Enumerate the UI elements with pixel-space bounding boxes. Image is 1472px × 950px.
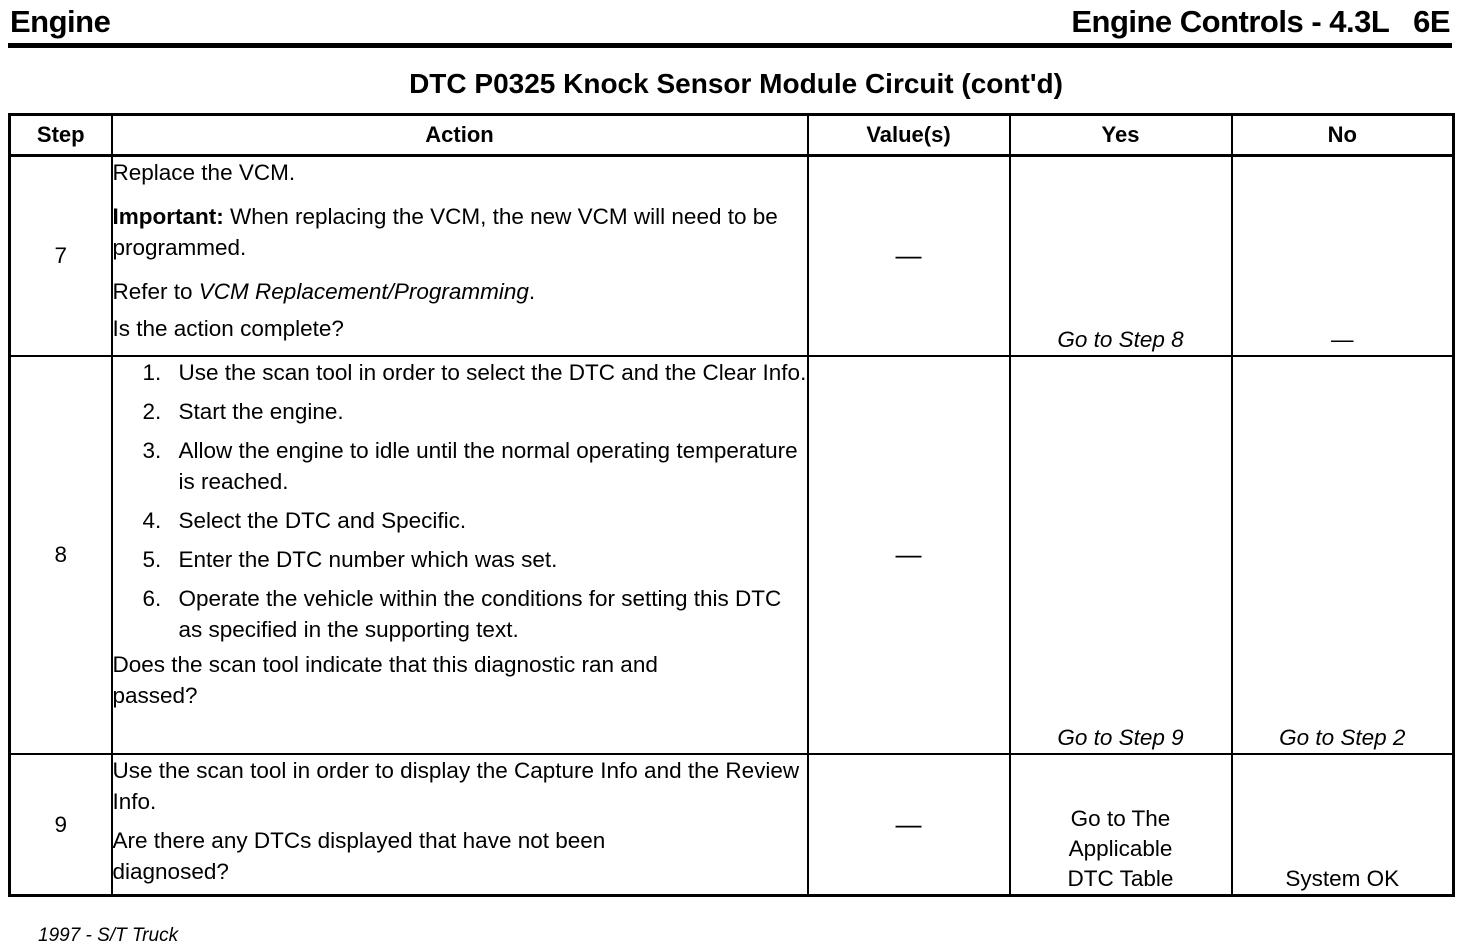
procedure-text: Operate the vehicle within the conditions for setting this DTC as specified in the supporting text. <box>178 585 782 642</box>
step-number: 7 <box>10 156 112 356</box>
value-cell: — <box>808 356 1010 754</box>
section-heading: Engine <box>10 4 111 39</box>
action-instruction: Use the scan tool in order to display the Capture Info and the Review Info. <box>112 757 800 814</box>
column-header-values: Value(s) <box>808 115 1010 156</box>
manual-heading: Engine Controls - 4.3L 6E <box>1071 4 1450 39</box>
table-row <box>10 156 1454 356</box>
table-row <box>10 754 1454 896</box>
important-label: Important: <box>112 204 224 229</box>
procedure-text: Use the scan tool in order to select the DTC and the Clear Info. <box>178 359 807 385</box>
action-instruction: Replace the VCM. <box>112 160 296 185</box>
column-header-yes: Yes <box>1010 115 1232 156</box>
procedure-item <box>143 583 807 645</box>
header-rule <box>8 43 1452 48</box>
value-cell: — <box>808 156 1010 356</box>
important-note <box>113 201 807 263</box>
reference-prefix: Refer to <box>112 279 199 304</box>
procedure-number: 6. <box>142 585 162 611</box>
column-header-action: Action <box>112 115 808 156</box>
diagnostic-table <box>8 113 1455 897</box>
column-header-no: No <box>1232 115 1454 156</box>
step-number: 8 <box>10 356 112 754</box>
procedure-text: Select the DTC and Specific. <box>178 507 467 533</box>
page-footer: 1997 - S/T Truck <box>38 925 179 946</box>
yes-cell[interactable]: Go to Step 8 <box>1010 156 1232 356</box>
value-cell: — <box>808 754 1010 896</box>
table-header-row <box>10 115 1454 156</box>
no-cell[interactable]: Go to Step 2 <box>1232 356 1454 754</box>
procedure-number: 5. <box>142 546 162 572</box>
procedure-item <box>143 505 807 536</box>
procedure-number: 1. <box>142 359 162 385</box>
yes-cell[interactable]: Go to Step 9 <box>1010 356 1232 754</box>
column-header-step: Step <box>10 115 112 156</box>
procedure-item <box>143 544 807 575</box>
procedure-item <box>143 435 807 497</box>
action-cell <box>112 156 808 356</box>
table-row <box>10 356 1454 754</box>
no-cell: System OK <box>1232 754 1454 896</box>
action-question: Does the scan tool indicate that this diagnostic ran and passed? <box>112 651 658 708</box>
reference-note <box>113 276 807 307</box>
action-cell <box>112 356 808 754</box>
yes-cell[interactable]: Go to The Applicable DTC Table <box>1010 754 1232 896</box>
page-title: DTC P0325 Knock Sensor Module Circuit (cont'd) <box>409 68 1063 99</box>
important-text: When replacing the VCM, the new VCM will need to be programmed. <box>112 204 778 260</box>
action-cell <box>112 754 808 896</box>
reference-suffix: . <box>528 279 536 304</box>
action-question: Is the action complete? <box>112 316 344 341</box>
procedure-text: Start the engine. <box>178 398 344 424</box>
reference-link[interactable]: VCM Replacement/Programming <box>198 279 529 304</box>
procedure-text: Enter the DTC number which was set. <box>178 546 558 572</box>
procedure-item <box>143 357 807 388</box>
no-cell: — <box>1232 156 1454 356</box>
step-number: 9 <box>10 754 112 896</box>
procedure-list <box>113 357 807 645</box>
action-question: Are there any DTCs displayed that have not been diagnosed? <box>112 827 606 884</box>
procedure-number: 4. <box>142 507 162 533</box>
procedure-item <box>143 396 807 427</box>
procedure-number: 2. <box>142 398 162 424</box>
procedure-number: 3. <box>142 437 162 463</box>
procedure-text: Allow the engine to idle until the normal operating temperature is reached. <box>178 437 798 494</box>
